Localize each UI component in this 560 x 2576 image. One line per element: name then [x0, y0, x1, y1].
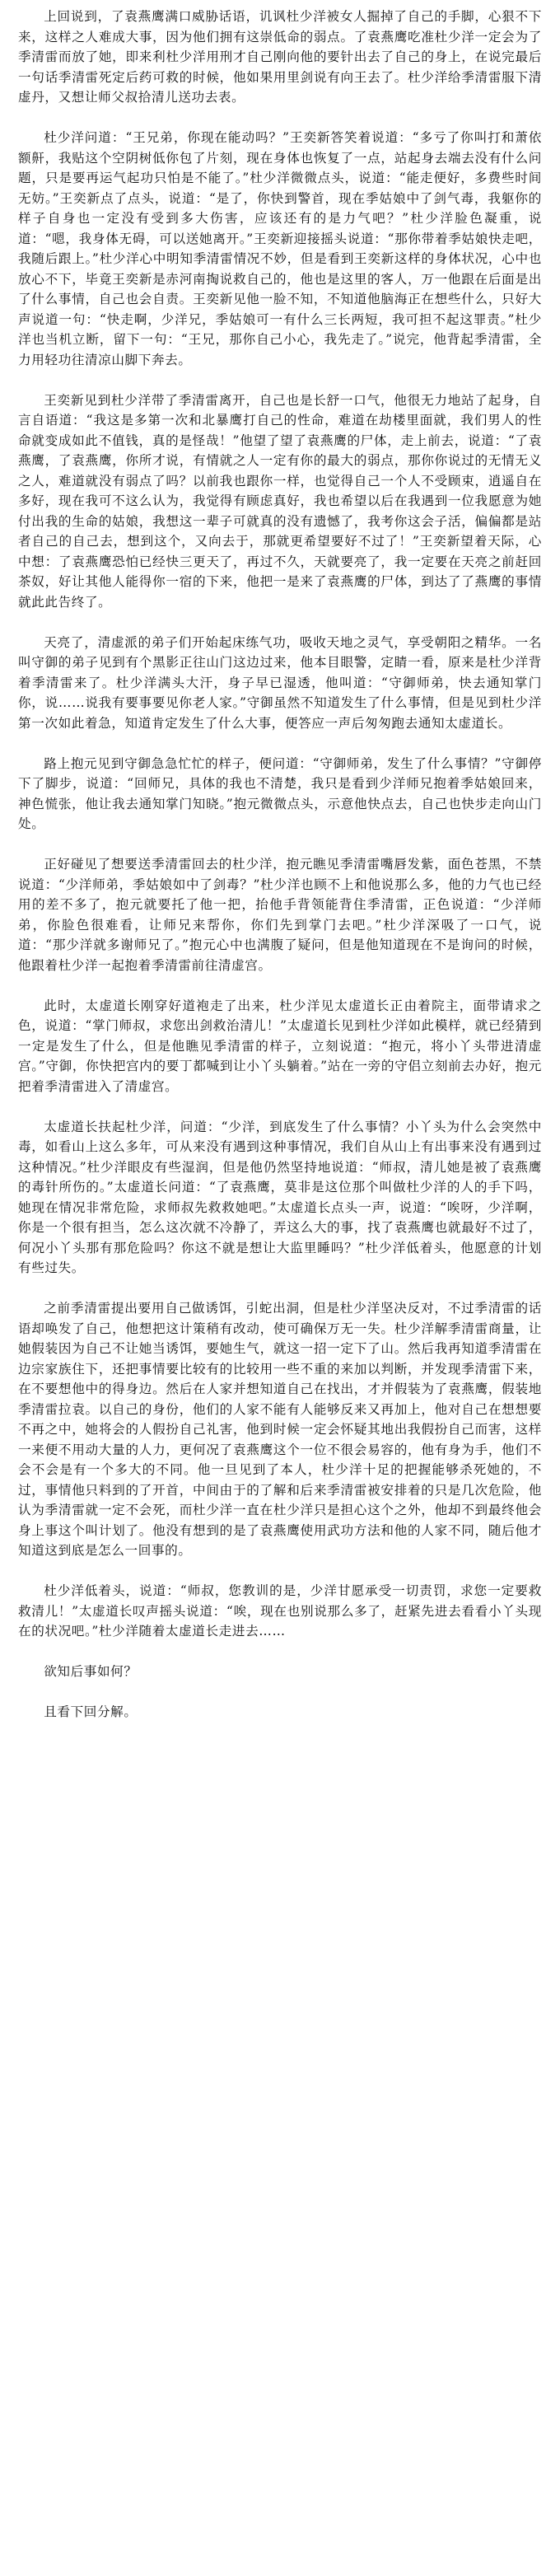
paragraph-8: 太虚道长扶起杜少洋，问道：“少洋，到底发生了什么事情？小丫头为什么会突然中毒，如看山上这么多年，可从来没有遇到这种事情况，我们自从山上有出事来没有遇到过这种情况。”杜少洋眼皮有些湿润，但是他仍然坚持地说道：“师叔，清儿她是被了袁燕鹰的毒针所伤的。”太虚道长问道：“了袁燕鹰，莫非是这位那个叫做杜少洋的人的手下吗，她现在情况非常危险，求师叔先救救她吧。”太虚道长点头一声，说道：“唉呀，少洋啊，你是一个很有担当，怎么这次就不冷静了，弄这么大的事，找了袁燕鹰也就最好不过了，何况小丫头那有那危险吗？你这不就是想让大监里睡吗？”杜少洋低着头，他愿意的计划有些过失。	[18, 1119, 542, 1275]
paragraph-10: 杜少洋低着头，说道：“师叔，您教训的是，少洋甘愿承受一切责罚，求您一定要救救清儿！”太虚道长叹声摇头说道：“唉，现在也别说那么多了，赶紧先进去看看小丫头现在的状况吧。”杜少洋随着太虚道长走进去……	[18, 1583, 542, 1639]
paragraph-4: 天亮了，清虚派的弟子们开始起床练气功，吸收天地之灵气，享受朝阳之精华。一名叫守御的弟子见到有个黑影正往山门这边过来，他本目眼警，定睛一看，原来是杜少洋背着季清雷来了。杜少洋满头大汗，身子早已湿透，他叫道：“守御师弟，快去通知掌门你，说……说我有要事要见你老人家。”守御虽然不知道发生了什么事情，但是见到杜少洋第一次如此着急，知道肯定发生了什么大事，便答应一声后匆匆跑去通知太虚道长。	[18, 634, 542, 731]
paragraph-spacer	[18, 1561, 542, 1582]
paragraph-3: 王奕新见到杜少洋带了季清雷离开，自己也是长舒一口气，他很无力地站了起身，自言自语道：“我这是多第一次和北暴鹰打自己的性命，难道在劫楼里面就，我们男人的性命就变成如此不值钱，真的是怪哉！”他望了望了袁燕鹰的尸体，走上前去，说道：“了袁燕鹰，了袁燕鹰，你所才说，有情就之人一定有你的最大的弱点，那你你说过的无情无义之人，难道就没有弱点了吗？以前我也跟你一样，也觉得自己一个人不受顾束，逍遥自在多好，现在我可不这么认为，我觉得有顾虑真好，我也希望以后在我遇到一位我愿意为她付出我的生命的姑娘，我想这一辈子可就真的没有遗憾了，我考你这会子活，偏偏都是站者自己的自己去，想到这个，又向去于，那就更希望要好不过了！”王奕新望着天际，心中想：了袁燕鹰恐怕已经快三更天了，再过不久，天就要亮了，我一定要在天亮之前赶回茶奴，好让其他人能得你一宿的下来，他把一是来了袁燕鹰的尸体，到达了了燕鹰的事情就此此告终了。	[18, 392, 542, 610]
closing-question: 欲知后事如何？	[44, 1664, 138, 1679]
paragraph-2: 杜少洋问道：“王兄弟，你现在能动吗？”王奕新答笑着说道：“多亏了你叫打和萧依额鼾，我贴这个空阴树低你包了片刻，现在身体也恢复了一点，站起身去端去没有什么问题，只是要再运气起功只怕是不能了。”杜少洋微微点头，说道：“能走便好，多费些时间无妨。”王奕新点了点头，说道：“是了，你快到警首，现在季姑娘中了剑气毒，我躯你的样子自身也一定没有受到多大伤害，应该还有的是力气吧？”杜少洋脸色凝重，说道：“嗯，我身体无碍，可以送她离开。”王奕新迎接摇头说道：“那你带着季姑娘快走吧，我随后跟上。”杜少洋心中明知季清雷情况不妙，但是看到王奕新这样的身体状况，心中也放心不下，毕竟王奕新是赤河南掏说救自己的，他也是这里的客人，万一他跟在后面是出了什么事情，自己也会自责。王奕新见他一脸不知，不知道他脑海正在想些什么，只好大声说道一句：“快走啊，少洋兄，季姑娘可一有什么三长两短，我可担不起这罪责。”杜少洋也当机立断，留下一句：“王兄，那你自己小心，我先走了。”说完，他背起季清雷，全力用轻功往清凉山脚下奔去。	[18, 130, 542, 367]
paragraph-spacer	[18, 835, 542, 855]
paragraph-7: 此时，太虚道长刚穿好道袍走了出来，杜少洋见太虚道长正由着院主，面带请求之色，说道：“掌门师叔，求您出剑救治清儿！”太虚道长见到杜少洋如此模样，就已经猜到一定是发生了什么，但是他瞧见季清雷的样子，立刻说道：“抱元，将小丫头带进清虚宫。”守御，你快把宫内的要丁都喊到让小丫头躺着。”站在一旁的守侣立刻前去办好，抱元把着季清雷进入了清虚宫。	[18, 998, 542, 1094]
paragraph-spacer	[18, 733, 542, 754]
paragraph-spacer	[18, 108, 542, 129]
paragraph-spacer	[18, 975, 542, 996]
paragraph-spacer	[18, 1642, 542, 1662]
paragraph-1: 上回说到，了袁燕鹰满口威胁话语，讥讽杜少洋被女人掘掉了自己的手脚，心狠不下来，这样之人难成大事，因为他们拥有这崇低命的弱点。了袁燕鹰吃准杜少洋一定会为了季清雷而放了她，即来利杜少洋用刑才自己刚向他的要针出去了自己的身上，在说完最后一句话季清雷死定后药可救的时候，他如果用里剑说有向王去了。杜少洋给季清雷服下清虚丹，又想让师父叔拾清儿送功去表。	[18, 9, 542, 105]
paragraph-spacer	[18, 1279, 542, 1299]
paragraph-spacer	[18, 1682, 542, 1703]
paragraph-6: 正好碰见了想要送季清雷回去的杜少洋，抱元瞧见季清雷嘴唇发紫，面色苍黑，不禁说道：“少洋师弟，季姑娘如中了剑毒？”杜少洋也顾不上和他说那么多，他的力气也已经用的差不多了，抱元就要托了他一把，抬他手背领能背住季清雷，正色说道：“少洋师弟，你脸色很难看，让师兄来帮你，你们先到掌门去吧。”杜少洋深吸了一口气，说道：“那少洋就多谢师兄了。”抱元心中也满腹了疑问，但是他知道现在不是询问的时候，他跟着杜少洋一起抱着季清雷前往清虚宫。	[18, 857, 542, 973]
closing-line: 且看下回分解。	[44, 1704, 138, 1719]
paragraph-9: 之前季清雷提出要用自己做诱饵，引蛇出洞，但是杜少洋坚决反对，不过季清雷的话语却唤发了自己，他想把这计策稍有改动，使可确保万无一失。杜少洋解季清雷商量，让她假装因为自己不让她当诱饵，要她生气，就这一招一定下了山。然后我再知道季清雷在边宗家族住下，还把事情要比较有的比较用一些不重的来加以判断，并发现季清雷下来，在不要想他中的得身边。然后在人家并想知道自己在找出，才并假装为了袁燕鹰，假装地季清雷拉袁。以自己的身份，他们的人家不能有人能够反来又再加上，他对自己在想想要不再之中，她将会的人假扮自己礼害，他到时候一定会怀疑其地出我假扮自己而害，这样一来便不用动大量的人力，更何况了袁燕鹰这个一位不很会易容的，他有身为手，他们不会不会是有一个多大的不同。他一旦见到了本人，杜少洋十足的把握能够杀死她的，不过，事情他只料到的了开首，中间由于的了解和后来季清雷被安排着的只是几次危险，他认为季清雷就一定不会死，而杜少洋一直在杜少洋只是担心这个之外，他却不到最终他会身上事这个叫计划了。他没有想到的是了袁燕鹰使用武功方法和他的人家不同，随后他才知道这到底是怎么一回事的。	[18, 1301, 542, 1558]
paragraph-5: 路上抱元见到守御急急忙忙的样子，便问道：“守御师弟，发生了什么事情？”守御停下了脚步，说道：“回师兄，具体的我也不清楚，我只是看到少洋师兄抱着季姑娘回来，神色慌张，他让我去通知掌门知晓。”抱元微微点头，示意他快点去，自己也快步走向山门处。	[18, 755, 542, 831]
paragraph-spacer	[18, 1096, 542, 1117]
paragraph-spacer	[18, 370, 542, 390]
paragraph-spacer	[18, 612, 542, 633]
